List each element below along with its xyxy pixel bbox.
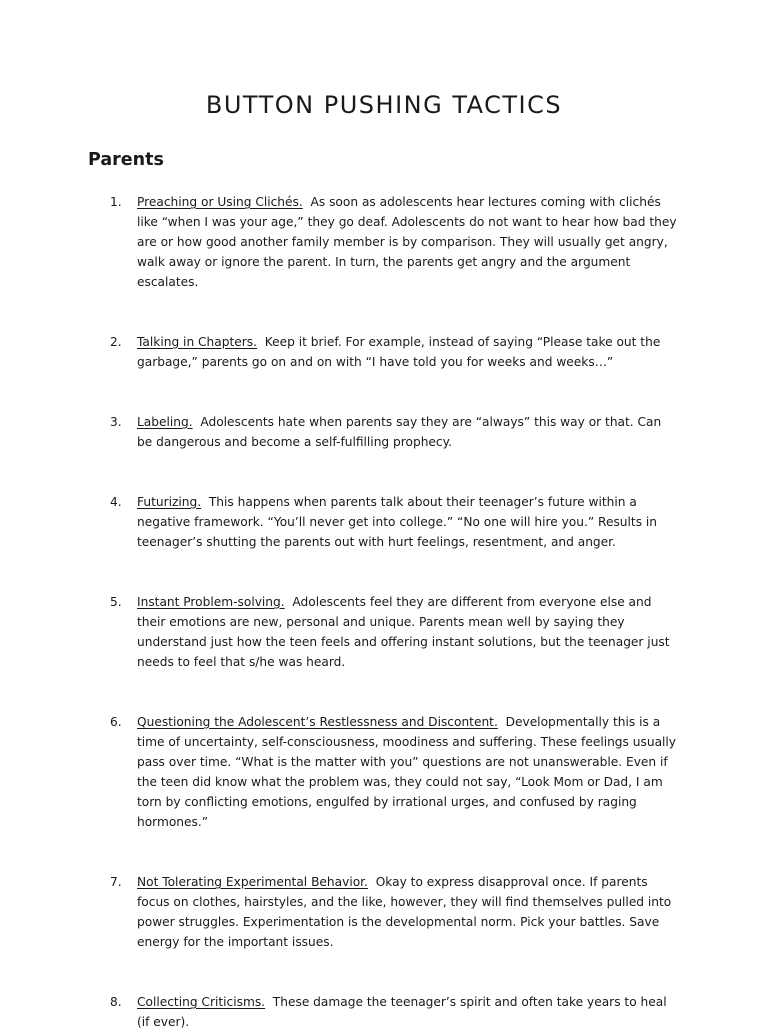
tactic-number: 4.: [110, 495, 122, 509]
tactics-list: [110, 192, 680, 1032]
tactic-description: This happens when parents talk about their teenager’s future within a negative framework. “You’ll never get into college.” “No one will hire you.” Results in teenager’s shutting the parents out with hurt feelings, resentment, and anger.: [137, 495, 658, 549]
tactic-item-talking-in-chapters: [110, 332, 680, 372]
tactic-number: 5.: [110, 595, 122, 609]
tactic-description: Developmentally this is a time of uncertainty, self-consciousness, moodiness and suffering. These feelings usually pass over time. “What is the matter with you” questions are not unanswerable. Even if the teen did know what the problem was, they could not say, “Look Mom or Dad, I am torn by conflicting emotions, engulfed by irrational urges, and confused by raging hormones.”: [137, 715, 677, 829]
tactic-number: 1.: [110, 195, 122, 209]
tactic-item-futurizing: [110, 492, 680, 552]
tactic-number: 8.: [110, 995, 122, 1009]
tactic-item-instant-problem-solving: [110, 592, 680, 672]
tactic-item-not-tolerating-experimental-behavior: [110, 872, 680, 952]
tactic-number: 2.: [110, 335, 122, 349]
page-title: BUTTON PUSHING TACTICS: [205, 91, 563, 119]
tactic-title: Talking in Chapters.: [137, 335, 257, 349]
tactic-item-preaching: [110, 192, 680, 292]
tactic-description: Adolescents feel they are different from everyone else and their emotions are new, personal and unique. Parents mean well by saying they understand just how the teen feels and offering instant solutions, but the teenager just needs to feel that s/he was heard.: [137, 595, 670, 669]
tactic-title: Labeling.: [137, 415, 193, 429]
tactic-description: Keep it brief. For example, instead of saying “Please take out the garbage,” parents go on and on with “I have told you for weeks and weeks…”: [137, 335, 661, 369]
tactic-title: Instant Problem-solving.: [137, 595, 285, 609]
tactic-number: 3.: [110, 415, 122, 429]
tactic-title: Collecting Criticisms.: [137, 995, 266, 1009]
section-heading-parents: Parents: [88, 150, 164, 170]
tactic-description: As soon as adolescents hear lectures coming with clichés like “when I was your age,” they go deaf. Adolescents do not want to hear how bad they are or how good another family member is by comparison. They will usually get angry, walk away or ignore the parent. In turn, the parents get angry and the argument escalates.: [137, 195, 677, 289]
tactic-title: Questioning the Adolescent’s Restlessness and Discontent.: [137, 715, 498, 729]
tactic-number: 6.: [110, 715, 122, 729]
tactic-description: These damage the teenager’s spirit and often take years to heal (if ever).: [137, 995, 667, 1029]
tactic-title: Not Tolerating Experimental Behavior.: [137, 875, 368, 889]
tactic-description: Okay to express disapproval once. If parents focus on clothes, hairstyles, and the like, however, they will find themselves pulled into power struggles. Experimentation is the developmental norm. Pick your battles. Save energy for the important issues.: [137, 875, 672, 949]
tactic-item-collecting-criticisms: [110, 992, 680, 1032]
tactic-item-questioning-restlessness: [110, 712, 680, 832]
tactic-description: Adolescents hate when parents say they are “always” this way or that. Can be dangerous and become a self-fulfilling prophecy.: [137, 415, 662, 449]
tactic-title: Preaching or Using Clichés.: [137, 195, 303, 209]
tactic-item-labeling: [110, 412, 680, 452]
tactic-title: Futurizing.: [137, 495, 202, 509]
tactic-number: 7.: [110, 875, 122, 889]
